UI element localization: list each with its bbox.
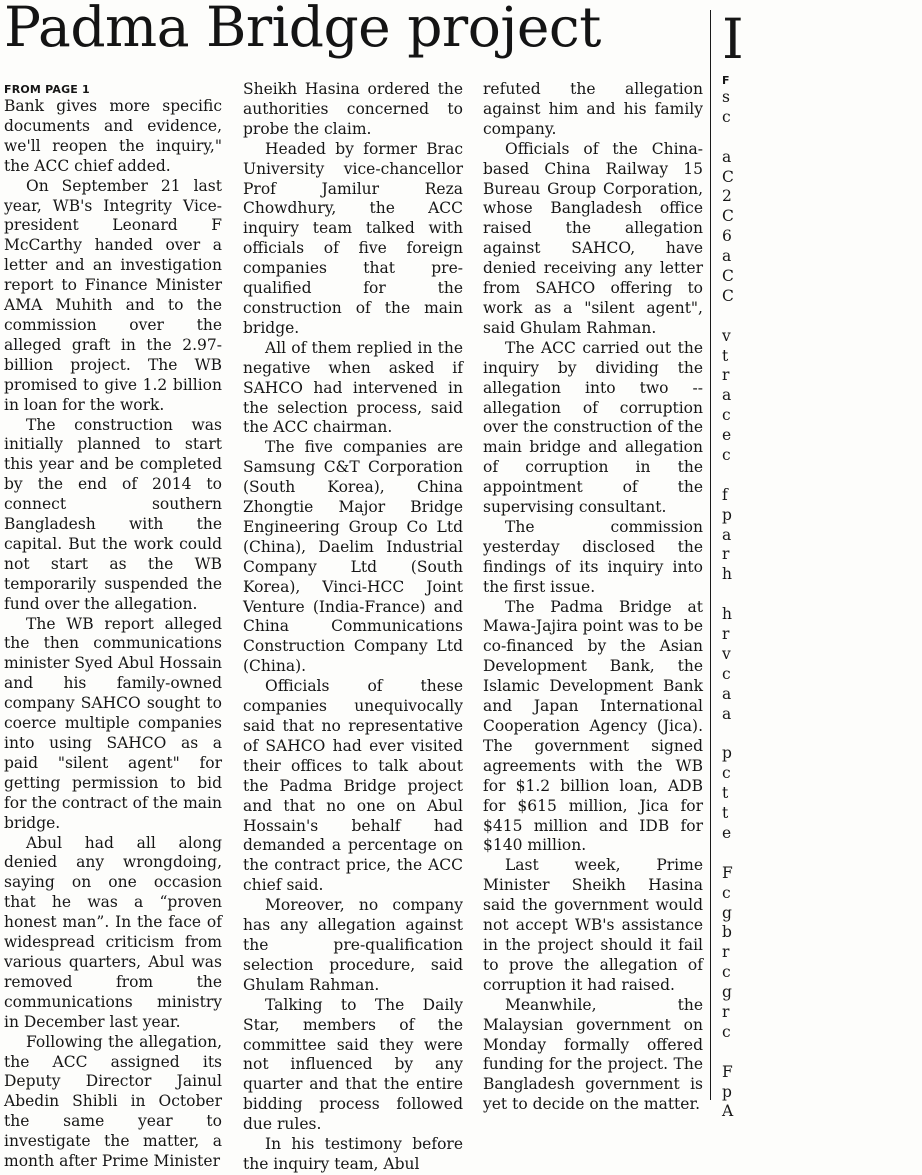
adjacent-line-fragment: c — [722, 764, 731, 783]
adjacent-line-fragment: e — [722, 823, 732, 842]
paragraph: Talking to The Daily Star, members of the committee said they were not influenced by any quarter and that the entire bidding process followed due rules. — [243, 995, 463, 1134]
adjacent-line-fragment: F — [722, 1062, 733, 1081]
adjacent-line-fragment: c — [722, 406, 731, 425]
from-page-kicker: FROM PAGE 1 — [4, 83, 90, 96]
adjacent-line-fragment: r — [722, 1002, 730, 1021]
adjacent-line-fragment: C — [722, 286, 734, 305]
adjacent-line-fragment: p — [722, 1082, 732, 1101]
adjacent-line-fragment: g — [722, 983, 732, 1002]
adjacent-line-fragment: c — [722, 446, 731, 465]
paragraph: Officials of the China-based China Railway 15 Bureau Group Corporation, whose Bangladesh office raised the allegation against SAHCO, have denied receiving any letter from SAHCO offering to work as a "silent agent", said Ghulam Rahman. — [483, 139, 703, 337]
column-divider — [710, 10, 711, 1100]
adjacent-line-fragment: t — [722, 784, 729, 803]
adjacent-line-fragment: b — [722, 923, 732, 942]
adjacent-line-fragment: a — [722, 684, 732, 703]
headline: Padma Bridge project — [4, 0, 601, 59]
paragraph: Sheikh Hasina ordered the authorities concerned to probe the claim. — [243, 80, 463, 138]
adjacent-line-fragment: c — [722, 1022, 731, 1041]
adjacent-line-fragment: s — [722, 88, 730, 106]
paragraph: Moreover, no company has any allegation against the pre-qualification selection procedure, said Ghulam Rahman. — [243, 896, 463, 994]
adjacent-line-fragment: f — [722, 485, 728, 504]
adjacent-line-fragment: c — [722, 664, 731, 683]
adjacent-line-fragment — [722, 725, 922, 745]
adjacent-line-fragment: 2 — [722, 187, 732, 206]
paragraph: Bank gives more specific documents and evidence, we'll reopen the inquiry," the ACC chief added. — [4, 97, 222, 175]
adjacent-line-fragment — [722, 466, 922, 486]
paragraph: Abul had all along denied any wrongdoing, saying on one occasion that he was a “proven honest man”. In the face of widespread criticism from various quarters, Abul was removed from the communications ministry in December last year. — [4, 833, 222, 1031]
paragraph: The construction was initially planned to start this year and be completed by the end of 2014 to connect southern Bangladesh with the capital. But the work could not start as the WB temporarily suspended the fund over the allegation. — [4, 415, 222, 613]
adjacent-line-fragment: g — [722, 903, 732, 922]
paragraph: Officials of these companies unequivocally said that no representative of SAHCO had ever visited their offices to talk about the Padma Bridge project and that no one on Abul Hossain's behalf had demanded a percentage on the contract price, the ACC chief said. — [243, 677, 463, 895]
adjacent-line-fragment: C — [722, 267, 734, 286]
paragraph: The Padma Bridge at Mawa-Jajira point was to be co-financed by the Asian Development Bank, the Islamic Development Bank and Japan International Cooperation Agency (Jica). The government signed agreements with the WB for $1.2 billion loan, ADB for $615 million, Jica for $415 million and IDB for $140 million. — [483, 597, 703, 855]
paragraph: All of them replied in the negative when asked if SAHCO had intervened in the selection process, said the ACC chairman. — [243, 338, 463, 437]
adjacent-line-fragment: c — [722, 883, 731, 902]
article-column-3 — [483, 80, 703, 1115]
paragraph: On September 21 last year, WB's Integrity Vice-president Leonard F McCarthy handed over a letter and an investigation report to Finance Minister AMA Muhith and to the commission over the alleged graft in the 2.97-billion project. The WB promised to give 1.2 billion in loan for the work. — [4, 176, 222, 414]
adjacent-line-fragment: r — [722, 943, 730, 962]
adjacent-line-fragment — [722, 128, 922, 148]
adjacent-line-fragment: a — [722, 386, 732, 405]
adjacent-line-fragment: a — [722, 704, 732, 723]
adjacent-kicker: F — [722, 74, 730, 87]
adjacent-line-fragment: h — [722, 565, 732, 584]
paragraph: The WB report alleged the then communications minister Syed Abul Hossain and his family-owned company SAHCO sought to coerce multiple companies into using SAHCO as a paid "silent agent" for getting permission to bid for the contract of the main bridge. — [4, 614, 222, 832]
adjacent-line-fragment: C — [722, 207, 734, 226]
adjacent-line-fragment: r — [722, 625, 730, 644]
paragraph: The five companies are Samsung C&T Corporation (South Korea), China Zhongtie Major Bridge Engineering Group Co Ltd (China), Daelim Industrial Company Ltd (South Korea), Vinci-HCC Joint Venture (India-France) and China Communications Construction Company Ltd (China). — [243, 438, 463, 676]
adjacent-line-fragment: r — [722, 366, 730, 385]
adjacent-line-fragment: e — [722, 426, 732, 445]
paragraph: The ACC carried out the inquiry by dividing the allegation into two -- allegation of corruption over the construction of the main bridge and allegation of corruption in the appointment of the supervising consultant. — [483, 338, 703, 517]
adjacent-article-column — [722, 7, 922, 1122]
adjacent-text-fragments — [722, 88, 922, 1122]
adjacent-line-fragment: p — [722, 505, 732, 524]
paragraph: refuted the allegation against him and his family company. — [483, 80, 703, 138]
adjacent-line-fragment: p — [722, 744, 732, 763]
adjacent-line-fragment: a — [722, 525, 732, 544]
adjacent-headline: I — [722, 7, 744, 71]
adjacent-line-fragment: t — [722, 346, 729, 365]
paragraph: The commission yesterday disclosed the findings of its inquiry into the first issue. — [483, 517, 703, 596]
adjacent-line-fragment: A — [722, 1102, 734, 1121]
paragraph: In his testimony before the inquiry team, Abul — [243, 1135, 463, 1173]
paragraph: Following the allegation, the ACC assigned its Deputy Director Jainul Abedin Shibli in October the same year to investigate the matter, a month after Prime Minister — [4, 1032, 222, 1171]
adjacent-line-fragment: c — [722, 107, 731, 126]
adjacent-line-fragment: 6 — [722, 227, 732, 246]
article-column-2 — [243, 80, 463, 1175]
adjacent-line-fragment: v — [722, 644, 731, 663]
adjacent-line-fragment: v — [722, 326, 731, 345]
adjacent-line-fragment: c — [722, 963, 731, 982]
article-column-1 — [4, 80, 222, 1172]
adjacent-line-fragment: C — [722, 167, 734, 186]
paragraph: Meanwhile, the Malaysian government on Monday formally offered funding for the project. The Bangladesh government is yet to decide on the matter. — [483, 995, 703, 1114]
adjacent-line-fragment: h — [722, 605, 732, 624]
adjacent-line-fragment — [722, 307, 922, 327]
adjacent-line-fragment — [722, 585, 922, 605]
adjacent-line-fragment — [722, 1043, 922, 1063]
adjacent-line-fragment: F — [722, 863, 733, 882]
adjacent-line-fragment: a — [722, 147, 732, 166]
adjacent-line-fragment: a — [722, 247, 732, 266]
adjacent-line-fragment: t — [722, 804, 729, 823]
paragraph: Headed by former Brac University vice-chancellor Prof Jamilur Reza Chowdhury, the ACC inquiry team talked with officials of five foreign companies that pre-qualified for the construction of the main bridge. — [243, 139, 463, 337]
paragraph: Last week, Prime Minister Sheikh Hasina said the government would not accept WB's assistance in the project should it fail to prove the allegation of corruption it had raised. — [483, 856, 703, 994]
adjacent-line-fragment: r — [722, 545, 730, 564]
adjacent-line-fragment — [722, 844, 922, 864]
